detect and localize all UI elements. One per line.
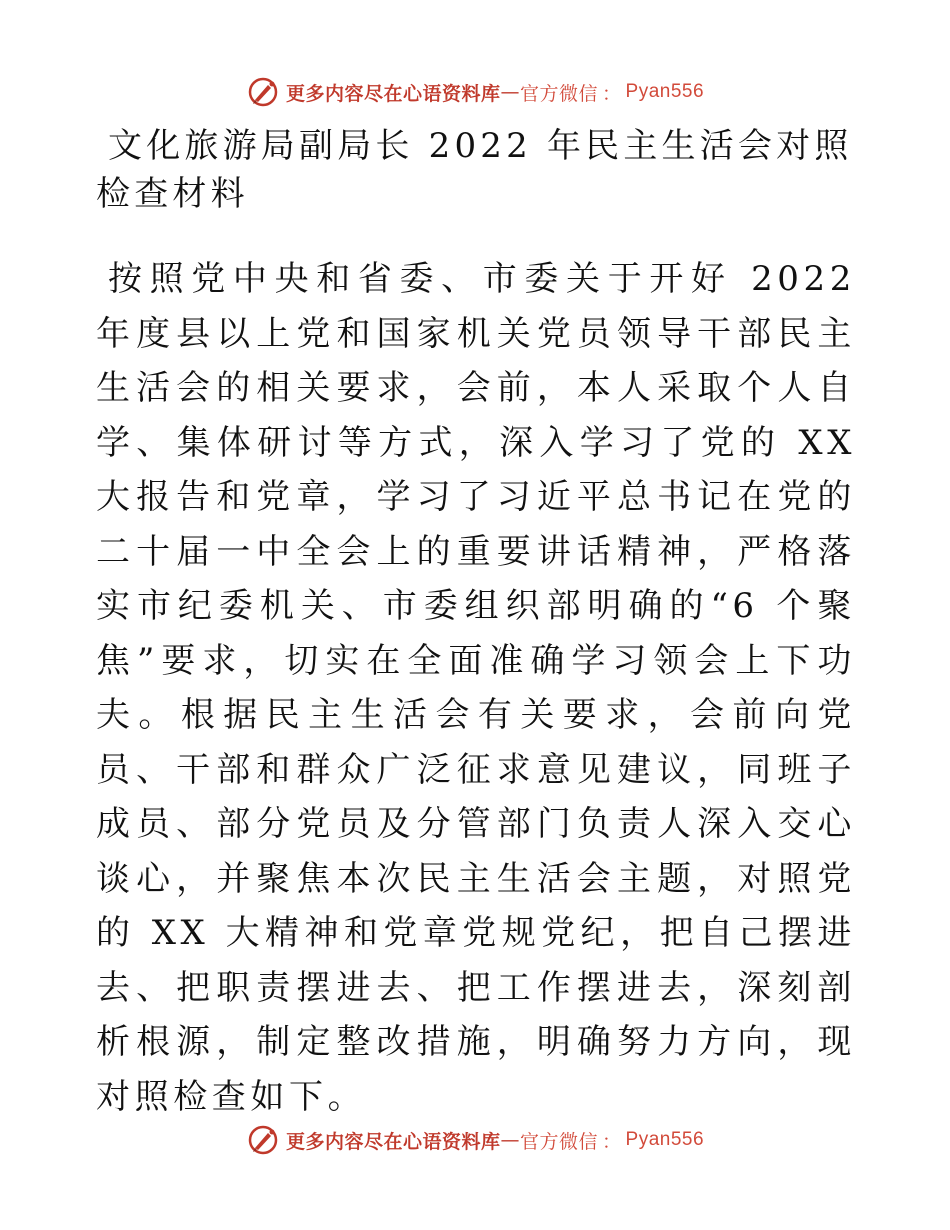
watermark-dash: —: [500, 81, 520, 103]
watermark-separator: ：: [602, 1130, 622, 1153]
watermark-brand: 更多内容尽在心语资料库: [285, 1130, 501, 1153]
watermark-wechat-id: Pyan556: [625, 1129, 705, 1150]
watermark-wechat-label: 官方微信: [519, 1130, 598, 1153]
document-body-paragraph: 按照党中央和省委、市委关于开好 2022 年度县以上党和国家机关党员领导干部民主生活会的相关要求，会前，本人采取个人自学、集体研讨等方式，深入学习了党的 XX 大报告和党章，学习了习近平总书记在党的二十届一中全会上的重要讲话精神，严格落实市纪委机关、市委组织部明确的“6 个聚焦”要求，切实在全面准确学习领会上下功夫。根据民主生活会有关要求，会前向党员、干部和群众广泛征求意见建议，同班子成员、部分党员及分管部门负责人深入交心谈心，并聚焦本次民主生活会主题，对照党的 XX 大精神和党章党规党纪，把自己摆进去、把职责摆进去、把工作摆进去，深刻剖析根源，制定整改措施，明确努力方向，现对照检查如下。: [96, 259, 856, 1117]
watermark-dash: —: [500, 1129, 520, 1151]
watermark-header: [0, 72, 950, 112]
document-title: 文化旅游局副局长 2022 年民主生活会对照检查材料: [96, 126, 853, 214]
watermark-wechat-label: 官方微信: [519, 82, 598, 105]
watermark-footer: [0, 1120, 950, 1160]
pen-logo-icon: [246, 75, 280, 109]
watermark-brand: 更多内容尽在心语资料库: [285, 82, 501, 105]
pen-logo-icon: [246, 1123, 280, 1157]
watermark-separator: ：: [602, 82, 622, 105]
watermark-wechat-id: Pyan556: [625, 81, 705, 102]
